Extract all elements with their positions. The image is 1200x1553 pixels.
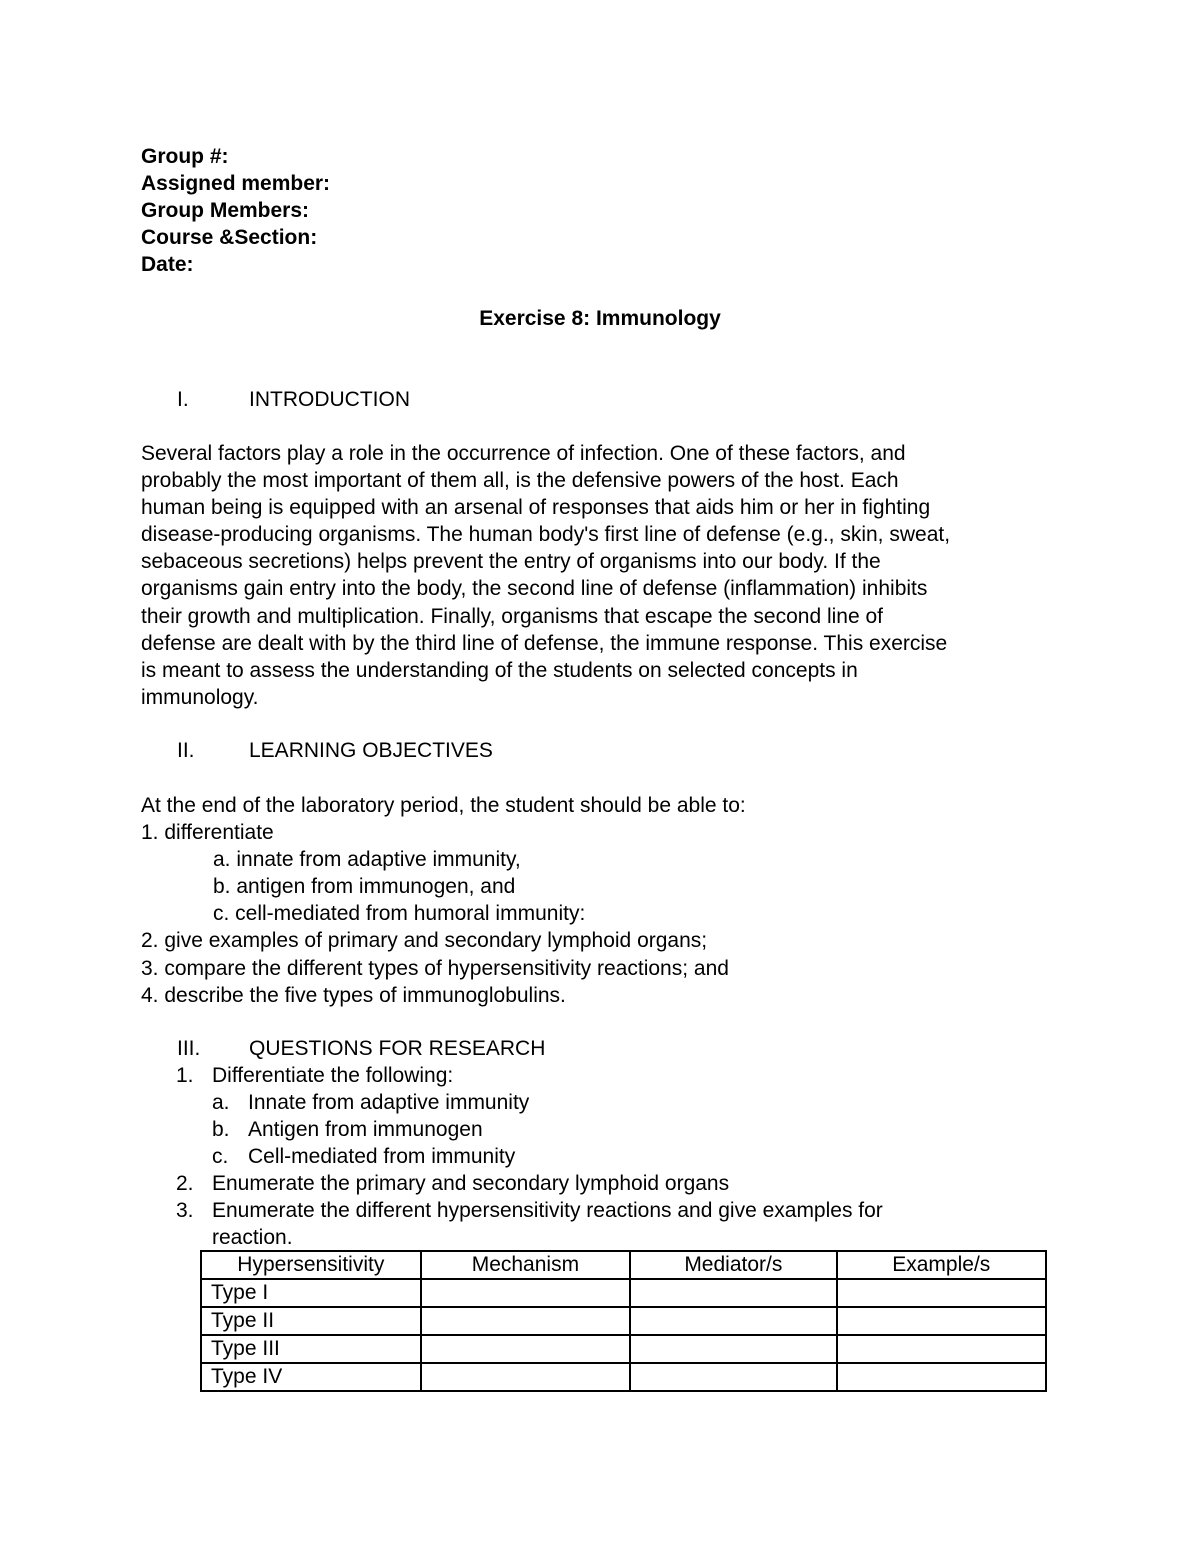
subitem-text: Innate from adaptive immunity (248, 1091, 530, 1114)
question-item (176, 1197, 1076, 1224)
table-row (201, 1307, 1046, 1335)
paragraph-line: Several factors play a role in the occurrence of infection. One of these factors, and (141, 442, 906, 465)
column-header-examples: Example/s (837, 1251, 1046, 1279)
objectives-list (141, 792, 746, 1009)
subitem-text: Antigen from immunogen (248, 1118, 483, 1141)
table-row (201, 1335, 1046, 1363)
paragraph-line: sebaceous secretions) helps prevent the entry of organisms into our body. If the (141, 550, 881, 574)
section-title: QUESTIONS FOR RESEARCH (249, 1037, 546, 1060)
question-item-continued (176, 1224, 1076, 1251)
objective-subitem: b. antigen from immunogen, and (213, 875, 516, 899)
section-title: INTRODUCTION (249, 388, 410, 411)
paragraph-line: disease-producing organisms. The human body's first line of defense (e.g., skin, sweat, (141, 523, 951, 547)
question-text: reaction. (212, 1226, 293, 1249)
date-label: Date: (141, 253, 194, 276)
mediators-cell[interactable] (630, 1307, 836, 1335)
examples-cell[interactable] (837, 1307, 1046, 1335)
mechanism-cell[interactable] (421, 1335, 630, 1363)
introduction-paragraph (141, 440, 1061, 711)
question-item (176, 1062, 1076, 1089)
mediators-cell[interactable] (630, 1363, 836, 1391)
mechanism-cell[interactable] (421, 1279, 630, 1307)
row-label: Type III (201, 1335, 421, 1363)
assigned-member-label: Assigned member: (141, 172, 331, 195)
page-title: Exercise 8: Immunology (479, 307, 721, 330)
objective-subitem: a. innate from adaptive immunity, (213, 848, 521, 872)
table-row (201, 1279, 1046, 1307)
paragraph-line: immunology. (141, 685, 259, 709)
research-questions (176, 1062, 1076, 1251)
hypersensitivity-table (200, 1250, 1047, 1392)
paragraph-line: organisms gain entry into the body, the second line of defense (inflammation) inhibits (141, 577, 928, 601)
section-number: III. (177, 1037, 201, 1060)
column-header-mechanism: Mechanism (421, 1251, 630, 1279)
course-section-label: Course &Section: (141, 226, 318, 249)
subitem-text: Cell-mediated from immunity (248, 1145, 516, 1168)
header-block (141, 143, 330, 278)
section-number: I. (177, 388, 189, 411)
table-row (201, 1363, 1046, 1391)
examples-cell[interactable] (837, 1363, 1046, 1391)
objective-item: 4. describe the five types of immunoglobulins. (141, 983, 566, 1007)
question-number: 2. (176, 1172, 194, 1195)
paragraph-line: is meant to assess the understanding of the students on selected concepts in (141, 658, 858, 682)
row-label: Type I (201, 1279, 421, 1307)
paragraph-line: their growth and multiplication. Finally, organisms that escape the second line of (141, 604, 884, 628)
row-label: Type II (201, 1307, 421, 1335)
section-number: II. (177, 739, 195, 762)
group-members-label: Group Members: (141, 199, 310, 222)
column-header-hypersensitivity: Hypersensitivity (201, 1251, 421, 1279)
question-subitem (176, 1143, 1076, 1170)
objective-item: 2. give examples of primary and secondary lymphoid organs; (141, 929, 708, 953)
subitem-label: b. (212, 1118, 230, 1141)
paragraph-line: probably the most important of them all, is the defensive powers of the host. Each (141, 469, 899, 493)
row-label: Type IV (201, 1363, 421, 1391)
column-header-mediators: Mediator/s (630, 1251, 836, 1279)
subitem-label: c. (212, 1145, 229, 1168)
objectives-intro: At the end of the laboratory period, the student should be able to: (141, 794, 746, 817)
question-text: Enumerate the different hypersensitivity reactions and give examples for (212, 1199, 883, 1222)
objective-item: 1. differentiate (141, 821, 274, 845)
question-number: 1. (176, 1064, 194, 1087)
question-item (176, 1170, 1076, 1197)
subitem-label: a. (212, 1091, 230, 1114)
mechanism-cell[interactable] (421, 1307, 630, 1335)
objective-item: 3. compare the different types of hypersensitivity reactions; and (141, 956, 729, 980)
mediators-cell[interactable] (630, 1279, 836, 1307)
question-number: 3. (176, 1199, 194, 1222)
examples-cell[interactable] (837, 1335, 1046, 1363)
question-subitem (176, 1089, 1076, 1116)
question-text: Differentiate the following: (212, 1064, 454, 1087)
group-number-label: Group #: (141, 145, 229, 168)
question-subitem (176, 1116, 1076, 1143)
section-title: LEARNING OBJECTIVES (249, 739, 493, 762)
paragraph-line: defense are dealt with by the third line of defense, the immune response. This exercise (141, 631, 948, 655)
paragraph-line: human being is equipped with an arsenal of responses that aids him or her in fighting (141, 496, 931, 520)
mediators-cell[interactable] (630, 1335, 836, 1363)
question-text: Enumerate the primary and secondary lymphoid organs (212, 1172, 730, 1195)
objective-subitem: c. cell-mediated from humoral immunity: (213, 902, 586, 926)
table-header-row (201, 1251, 1046, 1279)
mechanism-cell[interactable] (421, 1363, 630, 1391)
examples-cell[interactable] (837, 1279, 1046, 1307)
